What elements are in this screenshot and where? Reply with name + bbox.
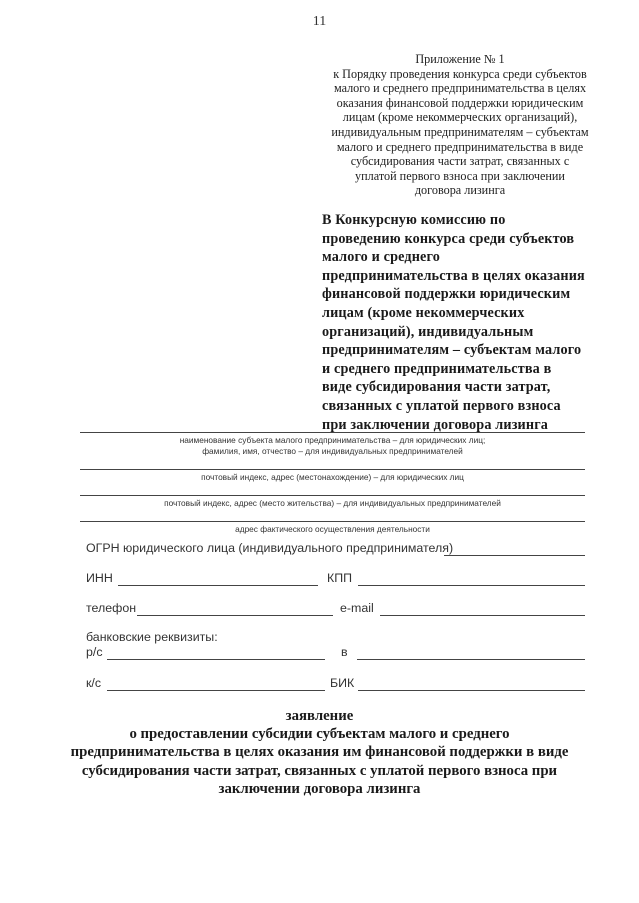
appendix-line: лицам (кроме некоммерческих организаций), xyxy=(342,110,578,125)
postal-legal-caption: почтовый индекс, адрес (местонахождение) – для юридических лиц xyxy=(201,472,464,482)
addressee-line: лицам (кроме некоммерческих xyxy=(322,304,525,321)
appendix-line: малого и среднего предпринимательства в виде xyxy=(336,139,584,154)
bik-field[interactable] xyxy=(358,690,585,691)
name-caption: фамилия, имя, отчество – для индивидуальных предпринимателей xyxy=(202,446,463,456)
rs-label: р/с xyxy=(86,645,103,659)
appendix-line: индивидуальным предпринимателям – субъектам xyxy=(331,124,589,139)
name-fill-line[interactable] xyxy=(80,432,585,433)
statement-line: о предоставлении субсидии субъектам малого и среднего xyxy=(129,726,510,743)
postal-legal-fill-line[interactable] xyxy=(80,469,585,470)
statement-title xyxy=(0,707,639,798)
ks-field[interactable] xyxy=(107,690,325,691)
email-field[interactable] xyxy=(380,615,585,616)
actual-address-caption: адрес фактического осуществления деятельности xyxy=(235,524,430,534)
appendix-header xyxy=(300,52,620,198)
bik-label: БИК xyxy=(330,676,355,690)
addressee-line: малого и среднего xyxy=(322,249,440,266)
kpp-label: КПП xyxy=(327,571,353,585)
bank-name-field[interactable] xyxy=(357,659,585,660)
kpp-field[interactable] xyxy=(358,585,585,586)
addressee-line: предпринимательства в целях оказания xyxy=(322,267,585,284)
name-caption: наименование субъекта малого предпринимательства – для юридических лиц; xyxy=(179,435,486,445)
page-number: 11 xyxy=(312,14,327,29)
appendix-heading: Приложение № 1 xyxy=(415,52,505,66)
statement-line: субсидирования части затрат, связанных с уплатой первого взноса при xyxy=(81,762,558,779)
appendix-line: к Порядку проведения конкурса среди субъектов xyxy=(333,66,587,81)
appendix-line: оказания финансовой поддержки юридическим xyxy=(336,95,584,110)
addressee-line: финансовой поддержки юридическим xyxy=(322,286,571,303)
addressee-line: проведению конкурса среди субъектов xyxy=(322,230,575,247)
actual-address-fill-line[interactable] xyxy=(80,521,585,522)
email-label: e-mail xyxy=(340,601,374,615)
bank-details-label: банковские реквизиты: xyxy=(86,630,218,644)
statement-line: предпринимательства в целях оказания им финансовой поддержки в виде xyxy=(70,744,569,761)
addressee-line: В Конкурсную комиссию по xyxy=(322,212,506,228)
rs-field[interactable] xyxy=(107,659,325,660)
phone-field[interactable] xyxy=(137,615,333,616)
ogrn-label: ОГРН юридического лица (индивидуального предпринимателя) xyxy=(86,541,454,555)
statement-line: заключении договора лизинга xyxy=(218,780,421,797)
addressee-line: и среднего предпринимательства в xyxy=(322,360,552,377)
postal-individual-caption: почтовый индекс, адрес (место жительства) – для индивидуальных предпринимателей xyxy=(164,498,501,508)
addressee-block xyxy=(322,211,598,434)
appendix-line: малого и среднего предпринимательства в целях xyxy=(333,81,587,96)
appendix-line: уплатой первого взноса при заключении xyxy=(355,168,565,183)
ogrn-field[interactable] xyxy=(444,555,585,556)
addressee-line: при заключении договора лизинга xyxy=(322,416,549,433)
addressee-line: виде субсидирования части затрат, xyxy=(322,379,551,396)
phone-label: телефон xyxy=(86,601,137,615)
addressee-line: связанных с уплатой первого взноса xyxy=(322,397,561,414)
inn-field[interactable] xyxy=(118,585,318,586)
addressee-line: предпринимателям – субъектам малого xyxy=(322,342,582,359)
statement-heading: заявление xyxy=(285,708,354,724)
addressee-line: организаций), индивидуальным xyxy=(322,323,534,340)
appendix-line: субсидирования части затрат, связанных с xyxy=(350,154,570,169)
appendix-line: договора лизинга xyxy=(414,183,506,198)
bank-name-label: в xyxy=(341,645,348,659)
postal-individual-fill-line[interactable] xyxy=(80,495,585,496)
inn-label: ИНН xyxy=(86,571,113,585)
ks-label: к/с xyxy=(86,676,102,690)
